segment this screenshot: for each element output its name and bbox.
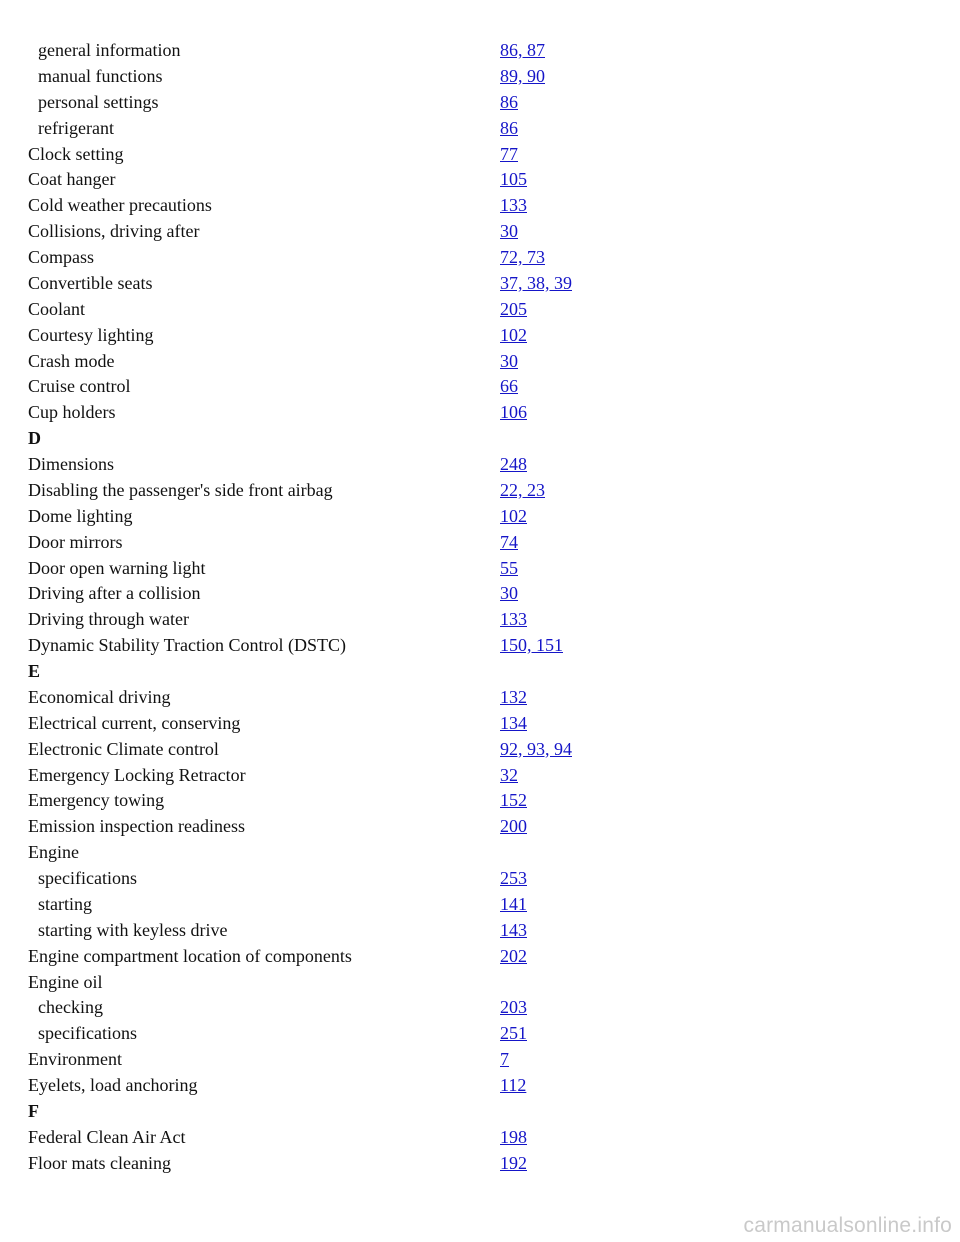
index-entry <box>0 38 960 64</box>
index-term: Environment <box>28 1049 122 1070</box>
index-entry <box>0 400 960 426</box>
index-pages <box>500 1047 509 1073</box>
page-link[interactable]: 30 <box>500 350 518 371</box>
index-term: Dimensions <box>28 454 115 474</box>
page-link[interactable]: 192 <box>500 1152 527 1173</box>
watermark: carmanualsonline.info <box>743 1214 952 1237</box>
page-link[interactable]: 248 <box>500 454 527 474</box>
index-pages <box>500 90 518 116</box>
index-pages <box>500 245 545 271</box>
index-entry <box>0 452 960 478</box>
index-pages <box>500 271 572 297</box>
page-link[interactable]: 86, 87 <box>500 40 545 60</box>
index-entry <box>0 892 960 918</box>
index-entry <box>0 478 960 504</box>
index-entry <box>0 374 960 400</box>
page-link[interactable]: 133 <box>500 195 527 216</box>
index-term: Driving after a collision <box>28 583 201 604</box>
index-term: manual functions <box>38 65 163 86</box>
index-term: Collisions, driving after <box>28 221 200 242</box>
index-list <box>0 38 960 1177</box>
index-term: specifications <box>38 868 137 888</box>
index-term: starting with keyless drive <box>38 919 228 940</box>
index-entry <box>0 633 960 659</box>
index-entry <box>0 711 960 737</box>
index-pages <box>500 504 527 530</box>
index-entry <box>0 167 960 193</box>
page-link[interactable]: 112 <box>500 1075 527 1095</box>
index-term: E <box>28 661 41 681</box>
index-pages <box>500 556 518 582</box>
page-link[interactable]: 74 <box>500 531 518 552</box>
index-pages <box>500 38 545 64</box>
page-link[interactable]: 92, 93, 94 <box>500 738 572 759</box>
index-pages <box>500 633 563 659</box>
index-term: Coat hanger <box>28 169 116 190</box>
page-link[interactable]: 30 <box>500 583 518 604</box>
index-pages <box>500 581 518 607</box>
index-pages <box>500 116 518 142</box>
index-entry <box>0 737 960 763</box>
page-link[interactable]: 102 <box>500 505 527 526</box>
index-entry <box>0 116 960 142</box>
page-link[interactable]: 32 <box>500 764 518 785</box>
page-link[interactable]: 134 <box>500 712 527 733</box>
index-pages <box>500 64 545 90</box>
index-entry <box>0 245 960 271</box>
page-link[interactable]: 105 <box>500 169 527 190</box>
index-pages <box>500 530 518 556</box>
index-term: D <box>28 428 41 449</box>
section-letter <box>0 659 960 685</box>
index-pages <box>500 1021 527 1047</box>
index-term: Emergency towing <box>28 790 165 811</box>
index-entry <box>0 995 960 1021</box>
index-term: Courtesy lighting <box>28 324 154 345</box>
index-term: personal settings <box>38 91 159 112</box>
index-entry <box>0 64 960 90</box>
index-term: Door open warning light <box>28 557 206 578</box>
index-entry <box>0 556 960 582</box>
index-term: refrigerant <box>38 117 114 138</box>
index-entry <box>0 1151 960 1177</box>
index-pages <box>500 1073 526 1099</box>
index-pages <box>500 814 527 840</box>
index-pages <box>500 323 527 349</box>
index-pages <box>500 142 518 168</box>
index-entry <box>0 788 960 814</box>
index-pages <box>500 892 527 918</box>
index-entry <box>0 866 960 892</box>
page-link[interactable]: 132 <box>500 686 527 707</box>
page-link[interactable]: 150, 151 <box>500 635 563 656</box>
section-letter <box>0 426 960 452</box>
index-pages <box>500 478 545 504</box>
index-pages <box>500 452 527 478</box>
index-term: Clock setting <box>28 143 124 164</box>
index-term: Electrical current, conserving <box>28 712 241 733</box>
index-term: Electronic Climate control <box>28 738 219 759</box>
index-term: Cruise control <box>28 376 131 397</box>
index-entry <box>0 1125 960 1151</box>
index-entry <box>0 297 960 323</box>
page-link[interactable]: 152 <box>500 790 527 811</box>
index-term: Crash mode <box>28 350 115 371</box>
index-term: Engine oil <box>28 971 103 992</box>
index-pages <box>500 737 572 763</box>
index-pages <box>500 297 527 323</box>
index-term: specifications <box>38 1023 137 1044</box>
page-link[interactable]: 106 <box>500 402 527 423</box>
index-entry <box>0 219 960 245</box>
index-pages <box>500 349 518 375</box>
index-term: F <box>28 1100 39 1121</box>
index-pages <box>500 944 527 970</box>
index-entry <box>0 193 960 219</box>
page-link[interactable]: 66 <box>500 376 518 397</box>
index-pages <box>500 400 527 426</box>
index-pages <box>500 1151 527 1177</box>
index-pages <box>500 685 527 711</box>
index-entry <box>0 90 960 116</box>
page-link[interactable]: 30 <box>500 221 518 242</box>
index-entry <box>0 840 960 866</box>
index-term: Economical driving <box>28 686 171 707</box>
page-link[interactable]: 141 <box>500 893 527 914</box>
page-link[interactable]: 89, 90 <box>500 65 545 86</box>
index-entry <box>0 504 960 530</box>
index-term: checking <box>38 997 103 1018</box>
index-entry <box>0 1021 960 1047</box>
index-term: general information <box>38 40 181 60</box>
index-term: Federal Clean Air Act <box>28 1126 186 1147</box>
index-entry <box>0 970 960 996</box>
index-entry <box>0 944 960 970</box>
index-entry <box>0 685 960 711</box>
page-link[interactable]: 198 <box>500 1126 527 1147</box>
page-link[interactable]: 77 <box>500 143 518 164</box>
page-link[interactable]: 102 <box>500 324 527 345</box>
index-pages <box>500 866 527 892</box>
index-term: Door mirrors <box>28 531 123 552</box>
index-term: Emission inspection readiness <box>28 816 245 837</box>
index-entry <box>0 1073 960 1099</box>
index-entry <box>0 271 960 297</box>
index-term: Engine compartment location of components <box>28 945 352 966</box>
index-term: Coolant <box>28 298 85 319</box>
index-term: Driving through water <box>28 609 189 630</box>
page-link[interactable]: 143 <box>500 919 527 940</box>
page-link[interactable]: 203 <box>500 997 527 1018</box>
index-pages <box>500 711 527 737</box>
index-entry <box>0 918 960 944</box>
index-term: Cold weather precautions <box>28 195 212 216</box>
index-pages <box>500 1125 527 1151</box>
index-entry <box>0 142 960 168</box>
index-term: Engine <box>28 842 79 863</box>
index-term: starting <box>38 893 92 914</box>
index-pages <box>500 918 527 944</box>
index-pages <box>500 607 527 633</box>
page-link[interactable]: 200 <box>500 816 527 837</box>
index-entry <box>0 1047 960 1073</box>
index-entry <box>0 349 960 375</box>
page-link[interactable]: 22, 23 <box>500 479 545 500</box>
index-term: Dynamic Stability Traction Control (DSTC) <box>28 635 346 656</box>
index-term: Emergency Locking Retractor <box>28 764 246 785</box>
page-link[interactable]: 253 <box>500 868 527 888</box>
page-link[interactable]: 55 <box>500 557 518 578</box>
index-entry <box>0 607 960 633</box>
page-link[interactable]: 37, 38, 39 <box>500 272 572 293</box>
page-link[interactable]: 205 <box>500 298 527 319</box>
section-letter <box>0 1099 960 1125</box>
index-term: Compass <box>28 247 95 267</box>
index-entry <box>0 323 960 349</box>
index-entry <box>0 530 960 556</box>
page-link[interactable]: 86 <box>500 91 518 112</box>
page-link[interactable]: 251 <box>500 1023 527 1044</box>
page-link[interactable]: 72, 73 <box>500 247 545 267</box>
index-term: Eyelets, load anchoring <box>28 1075 198 1095</box>
index-pages <box>500 788 527 814</box>
index-entry <box>0 581 960 607</box>
page-link[interactable]: 7 <box>500 1049 509 1070</box>
index-pages <box>500 374 518 400</box>
index-term: Cup holders <box>28 402 116 423</box>
index-term: Dome lighting <box>28 505 133 526</box>
index-term: Convertible seats <box>28 272 153 293</box>
index-pages <box>500 193 527 219</box>
index-term: Floor mats cleaning <box>28 1152 171 1173</box>
page-link[interactable]: 133 <box>500 609 527 630</box>
index-pages <box>500 995 527 1021</box>
index-pages <box>500 219 518 245</box>
index-entry <box>0 814 960 840</box>
index-entry <box>0 763 960 789</box>
index-pages <box>500 763 518 789</box>
index-pages <box>500 167 527 193</box>
page-link[interactable]: 86 <box>500 117 518 138</box>
index-term: Disabling the passenger's side front airbag <box>28 479 333 500</box>
page-link[interactable]: 202 <box>500 945 527 966</box>
